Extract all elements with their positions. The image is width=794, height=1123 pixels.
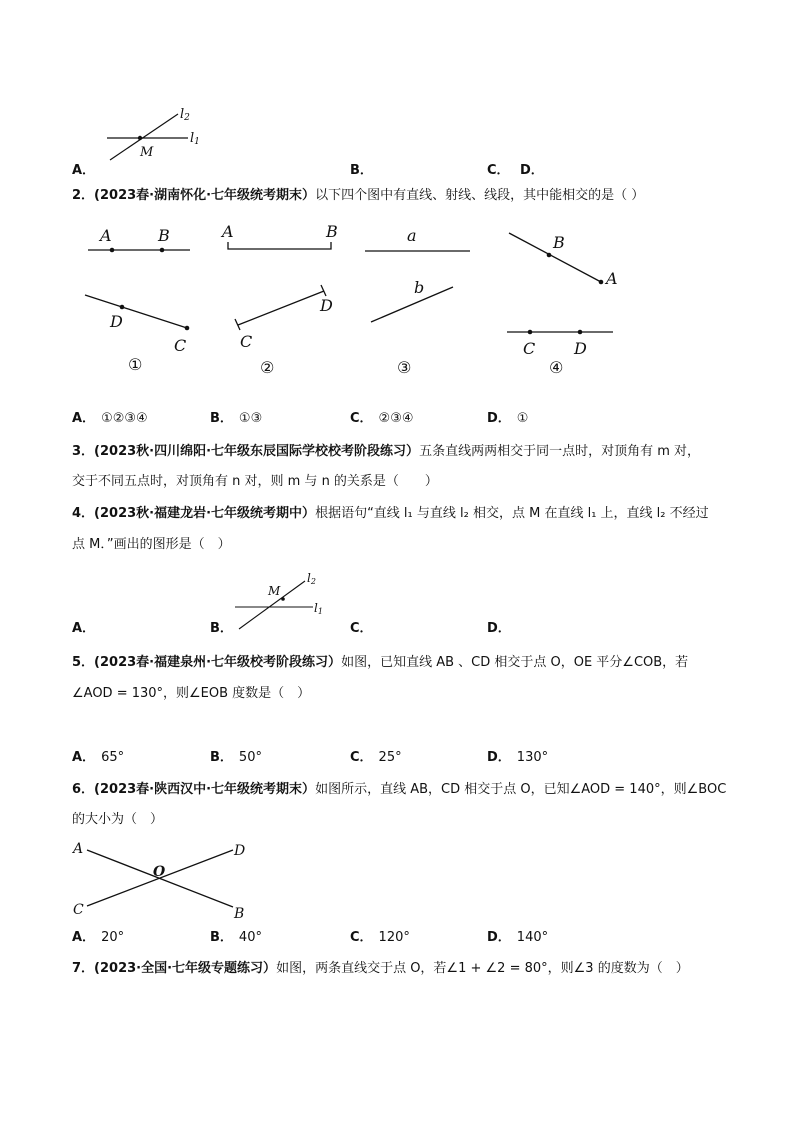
- q5-option-c[interactable]: C． 25°: [350, 750, 402, 765]
- q4-stem-line1: 4．(2023秋·福建龙岩·七年级统考期中）根据语句“直线 l₁ 与直线 l₂ 相交，点 M 在直线 l₁ 上，直线 l₂ 不经过: [72, 506, 709, 521]
- q2-f2-label-d: D: [320, 296, 333, 315]
- q6-label-o: O: [153, 864, 166, 880]
- q1-option-a[interactable]: A．: [72, 163, 96, 178]
- q6-option-d[interactable]: D． 140°: [487, 930, 549, 945]
- q3-stem-line2: 交于不同五点时，对顶角有 n 对，则 m 与 n 的关系是（ ）: [72, 474, 438, 489]
- q6-number: 6．: [72, 782, 95, 797]
- q4-option-c[interactable]: C．: [350, 621, 373, 636]
- q2-f2-label-c: C: [240, 332, 253, 351]
- q7-stem: 7．(2023·全国·七年级专题练习）如图，两条直线交于点 O，若∠1 + ∠2 = 80°，则∠3 的度数为（ ）: [72, 961, 689, 976]
- q2-stem-text: 以下四个图中有直线、射线、线段，其中能相交的是（ ）: [315, 188, 645, 203]
- q4-option-b[interactable]: B．: [210, 621, 233, 636]
- q2-f1-label-b: B: [158, 226, 170, 245]
- q4-label-m: M: [268, 584, 281, 598]
- q2-f4-label-a: A: [606, 269, 618, 288]
- q1-label-m: M: [140, 145, 154, 160]
- q3-number: 3．: [72, 444, 95, 459]
- q6-label-d: D: [234, 843, 246, 859]
- q2-option-c[interactable]: C． ②③④: [350, 411, 414, 426]
- q4-point-m: [281, 597, 285, 601]
- q2-figure-3: [365, 226, 470, 377]
- q5-option-a[interactable]: A． 65°: [72, 750, 125, 765]
- q6-stem-line1: 6．(2023春·陕西汉中·七年级统考期末）如图所示，直线 AB，CD 相交于点 O，已知∠AOD = 140°，则∠BOC: [72, 782, 727, 797]
- q4-label-l1: l1: [314, 601, 323, 616]
- q4-source: (2023秋·福建龙岩·七年级统考期中）: [94, 506, 316, 521]
- q6-option-b[interactable]: B． 40°: [210, 930, 262, 945]
- q6-source: (2023春·陕西汉中·七年级统考期末）: [94, 782, 316, 797]
- q2-option-a[interactable]: A． ①②③④: [72, 411, 148, 426]
- q6-label-c: C: [73, 902, 84, 918]
- q2-option-d[interactable]: D． ①: [487, 411, 529, 426]
- q2-f4-label-c: C: [523, 339, 536, 358]
- q3-source: (2023秋·四川绵阳·七年级东辰国际学校校考阶段练习）: [94, 444, 420, 459]
- q7-source: (2023·全国·七年级专题练习）: [94, 961, 277, 976]
- q6-stem-line2: 的大小为（ ）: [72, 812, 164, 827]
- q1-option-c[interactable]: C．: [487, 163, 510, 178]
- q2-f1-label-d: D: [110, 312, 123, 331]
- q4-option-a[interactable]: A．: [72, 621, 96, 636]
- q4-option-d[interactable]: D．: [487, 621, 511, 636]
- q2-f3-label-a: a: [407, 226, 417, 245]
- q6-figure: [70, 836, 260, 926]
- q7-number: 7．: [72, 961, 95, 976]
- q1-figure: [100, 100, 220, 165]
- q2-f3-label-b: b: [414, 278, 425, 297]
- q5-source: (2023春·福建泉州·七年级校考阶段练习）: [94, 655, 342, 670]
- q5-option-d[interactable]: D． 130°: [487, 750, 549, 765]
- q2-f1-label-c: C: [174, 336, 187, 355]
- q5-number: 5．: [72, 655, 95, 670]
- q2-f2-label-b: B: [326, 222, 338, 241]
- q2-figures: [0, 215, 794, 385]
- q4-number: 4．: [72, 506, 95, 521]
- q3-stem-line1: 3．(2023秋·四川绵阳·七年级东辰国际学校校考阶段练习）五条直线两两相交于同一点时，对顶角有 m 对，: [72, 444, 700, 459]
- q2-figure-1: [85, 226, 190, 374]
- q1-point-m: [138, 136, 142, 140]
- q1-option-b[interactable]: B．: [350, 163, 373, 178]
- q5-option-b[interactable]: B． 50°: [210, 750, 262, 765]
- q6-option-a[interactable]: A． 20°: [72, 930, 125, 945]
- q4-figure: [225, 570, 335, 630]
- q2-f2-label-a: A: [222, 222, 234, 241]
- q2-figure-4: [507, 233, 618, 377]
- q2-f4-label-d: D: [574, 339, 587, 358]
- q6-label-a: A: [73, 841, 84, 857]
- q4-label-l2: l2: [307, 571, 316, 586]
- q1-option-d[interactable]: D．: [520, 163, 544, 178]
- q2-f3-caption: ③: [397, 358, 412, 377]
- q2-stem: [72, 188, 644, 204]
- q2-option-b[interactable]: B． ①③: [210, 411, 263, 426]
- q2-figure-2: [220, 222, 338, 377]
- q2-f1-label-a: A: [100, 226, 112, 245]
- q4-stem-line2: 点 M．”画出的图形是（ ）: [72, 537, 231, 552]
- q1-label-l2: l2: [180, 107, 190, 123]
- q6-option-c[interactable]: C． 120°: [350, 930, 410, 945]
- q2-f1-caption: ①: [128, 355, 143, 374]
- q5-stem-line2: ∠AOD = 130°，则∠EOB 度数是（ ）: [72, 686, 311, 701]
- q2-number: 2．: [72, 188, 95, 203]
- q6-label-b: B: [234, 906, 245, 922]
- q2-f2-caption: ②: [260, 358, 275, 377]
- q5-stem-line1: 5．(2023春·福建泉州·七年级校考阶段练习）如图，已知直线 AB 、CD 相交于点 O，OE 平分∠COB，若: [72, 655, 689, 670]
- q1-label-l1: l1: [190, 131, 200, 147]
- q2-f4-label-b: B: [553, 233, 565, 252]
- q2-source: (2023春·湖南怀化·七年级统考期末）: [94, 188, 316, 203]
- q2-f4-caption: ④: [549, 358, 564, 377]
